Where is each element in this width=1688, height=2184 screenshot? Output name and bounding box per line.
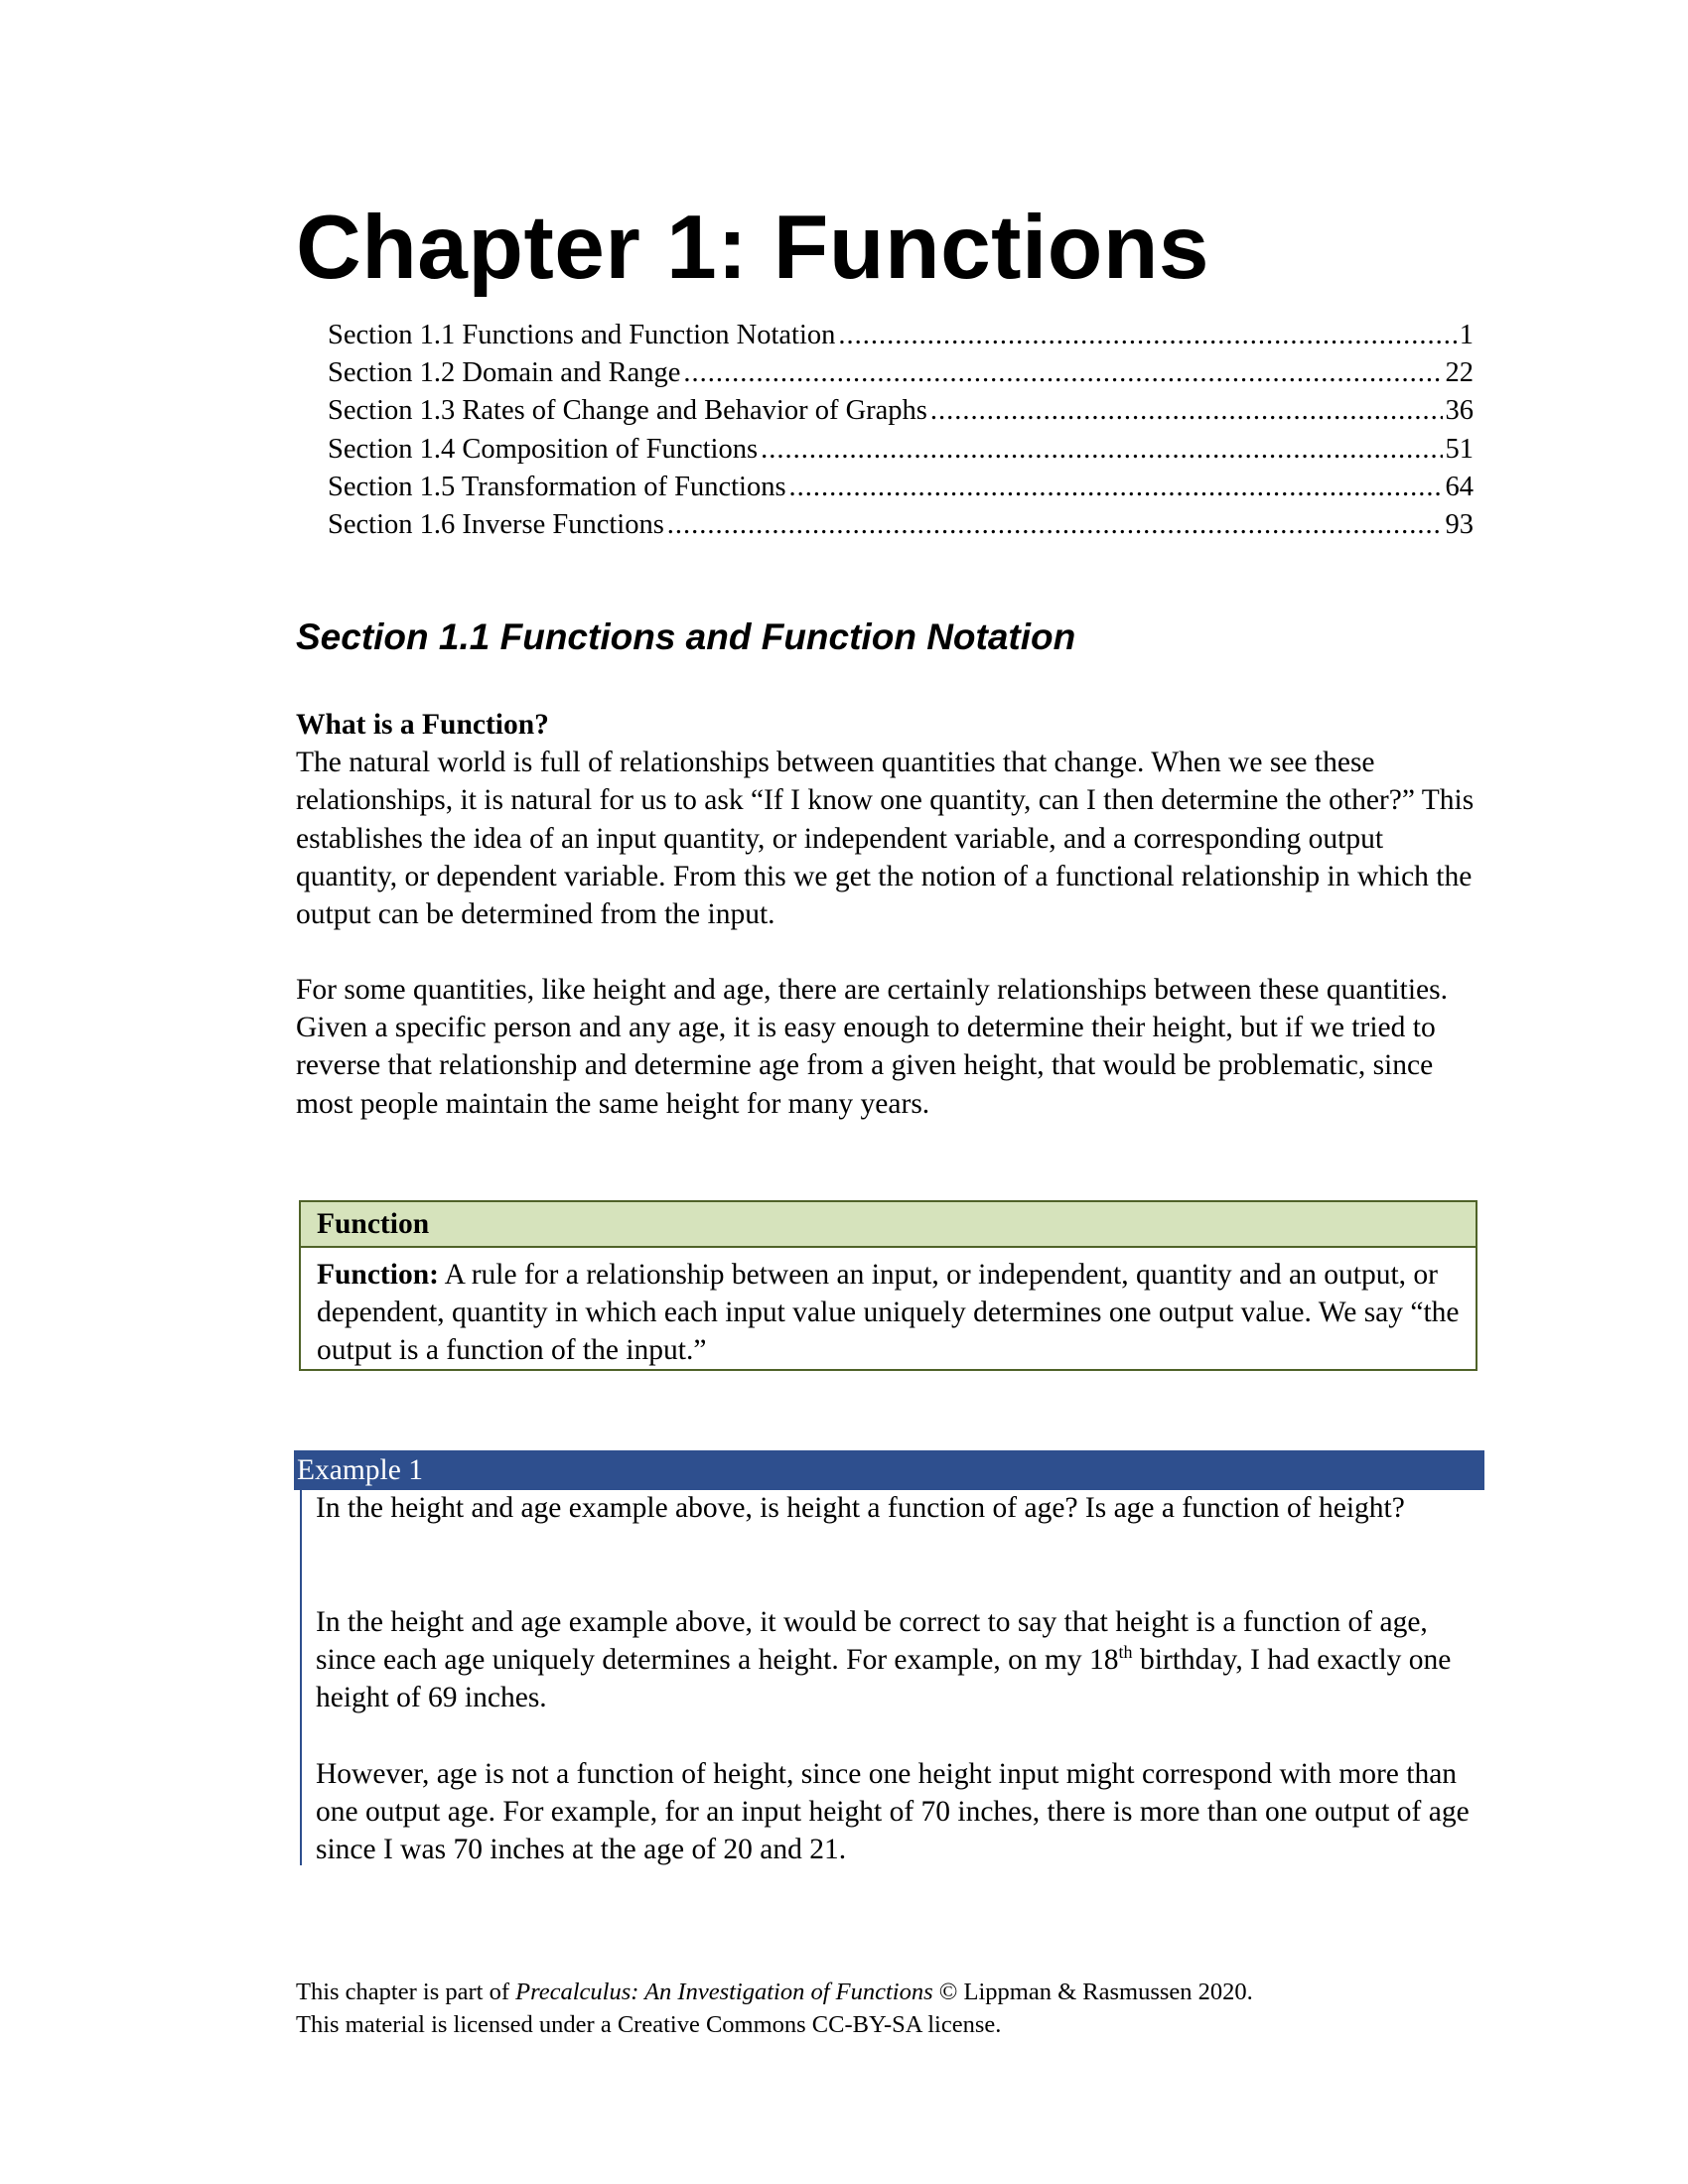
definition-text: A rule for a relationship between an input, or independent, quantity and an output, or dependent, quantity in which each input value uniquely determines one output value. We say “the output is a function of the input.” — [317, 1259, 1460, 1366]
toc-entry[interactable] — [328, 434, 1474, 472]
toc-leader-dots — [667, 509, 1443, 541]
toc-leader-dots — [838, 320, 1456, 351]
toc-entry[interactable] — [328, 472, 1474, 509]
toc-leader-dots — [761, 434, 1442, 466]
toc-entry[interactable] — [328, 357, 1474, 395]
footer-line-2: This material is licensed under a Creative Commons CC-BY-SA license. — [296, 2011, 1002, 2038]
toc-entry-page: 64 — [1445, 471, 1474, 502]
toc-entry-label: Section 1.6 Inverse Functions — [328, 508, 664, 540]
footer-line-1 — [296, 1976, 1487, 2008]
toc-entry-page: 51 — [1445, 433, 1474, 465]
example-title-bar: Example 1 — [294, 1450, 1484, 1490]
definition-term: Function: — [317, 1259, 439, 1291]
example-left-rule — [300, 1490, 302, 1865]
toc-entry-page: 22 — [1445, 357, 1474, 389]
toc-leader-dots — [683, 357, 1442, 389]
toc-entry[interactable] — [328, 320, 1474, 357]
toc-entry-label: Section 1.4 Composition of Functions — [328, 433, 759, 465]
footer-text: This chapter is part of — [296, 1979, 516, 2005]
example-answer-1 — [316, 1603, 1487, 1717]
definition-header: Function — [301, 1202, 1476, 1248]
toc-entry-page: 36 — [1445, 395, 1474, 427]
chapter-title: Chapter 1: Functions — [296, 198, 1210, 298]
definition-body — [301, 1248, 1476, 1369]
toc-entry-label: Section 1.1 Functions and Function Notation — [328, 320, 836, 350]
footer-text: © Lippman & Rasmussen 2020. — [932, 1979, 1253, 2005]
table-of-contents — [328, 320, 1474, 547]
book-title: Precalculus: An Investigation of Functions — [515, 1979, 933, 2005]
example-answer-2: However, age is not a function of height, since one height input might correspond with more than one output age. For example, for an input height of 70 inches, there is more than one output of age since I was 70 inches at the age of 20 and 21. — [316, 1758, 1470, 1866]
answer-text: birthday, I had exactly one height of 69 inches. — [316, 1644, 1452, 1714]
toc-entry[interactable] — [328, 509, 1474, 547]
toc-leader-dots — [930, 395, 1443, 427]
paragraph-text: The natural world is full of relationships between quantities that change. When we see these relationships, it is natural for us to ask “If I know one quantity, can I then determine the other?” This establishes the idea of an input quantity, or independent variable, and a corresponding output quantity, or dependent variable. From this we get the notion of a functional relationship in which the output can be determined from the input. — [296, 747, 1475, 931]
answer-text: In the height and age example above, it would be correct to say that height is a function of age, since each age uniquely determines a height. For example, on my 18 — [316, 1606, 1428, 1677]
intro-paragraph — [296, 706, 1487, 933]
toc-entry-label: Section 1.3 Rates of Change and Behavior of Graphs — [328, 395, 927, 427]
toc-entry[interactable] — [328, 395, 1474, 433]
subheading: What is a Function? — [296, 709, 549, 741]
definition-box — [299, 1200, 1477, 1371]
toc-entry-page: 1 — [1459, 320, 1474, 350]
footer-notice — [296, 1976, 1487, 2041]
toc-entry-label: Section 1.5 Transformation of Functions — [328, 471, 786, 502]
section-heading: Section 1.1 Functions and Function Notation — [296, 616, 1076, 657]
example-question: In the height and age example above, is height a function of age? Is age a function of height? — [316, 1492, 1405, 1524]
toc-leader-dots — [789, 472, 1443, 503]
toc-entry-page: 93 — [1445, 508, 1474, 540]
toc-entry-label: Section 1.2 Domain and Range — [328, 357, 681, 389]
height-age-paragraph: For some quantities, like height and age, there are certainly relationships between these quantities. Given a specific person and any age, it is easy enough to determine their height, but if we tried to reverse that relationship and determine age from a given height, that would be problematic, since most people maintain the same height for many years. — [296, 974, 1448, 1120]
ordinal-suffix: th — [1118, 1642, 1133, 1663]
